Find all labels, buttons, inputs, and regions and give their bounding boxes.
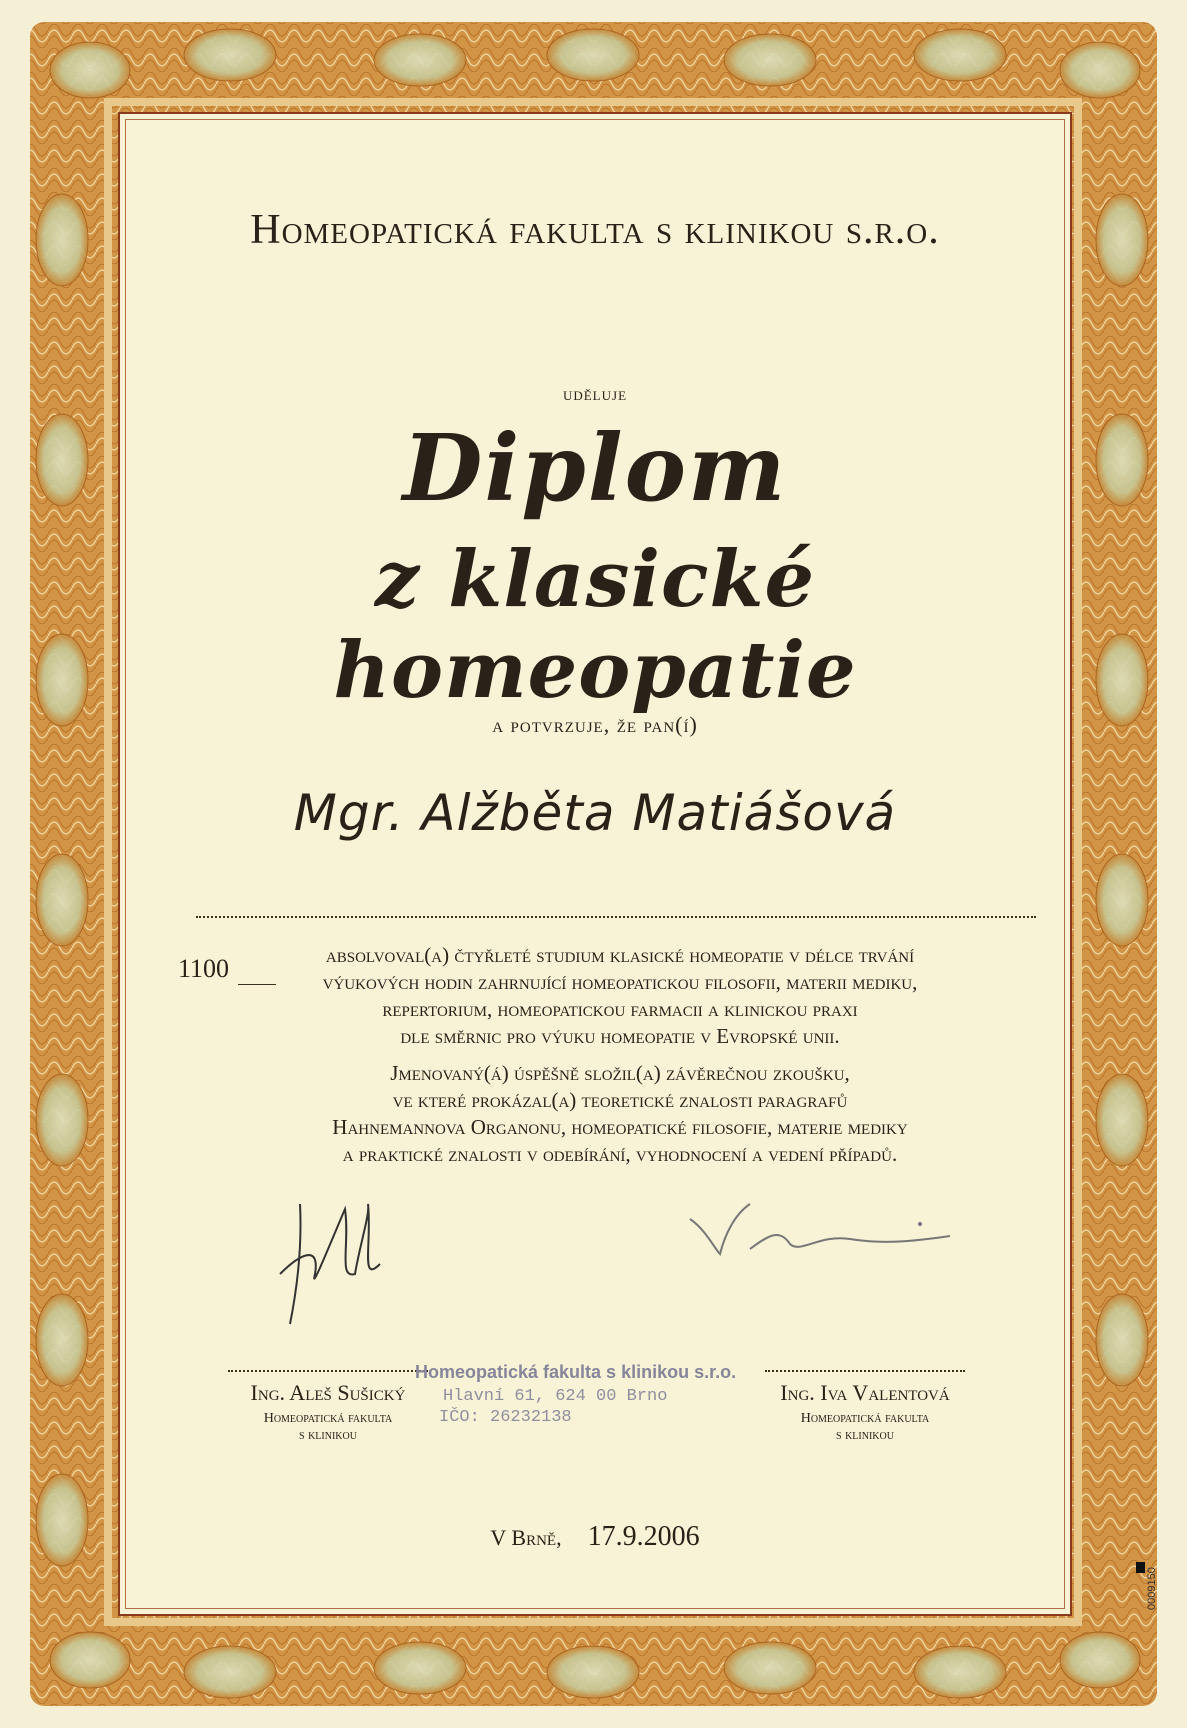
stamp-line-2: Hlavní 61, 624 00 Brno — [443, 1387, 668, 1406]
body-line: dle směrnic pro výuku homeopatie v Evropské unii. — [400, 1024, 840, 1048]
signature-line — [228, 1370, 428, 1372]
org-line: s klinikou — [836, 1428, 894, 1443]
body-line: absolvoval(a) čtyřleté studium klasické homeopatie v délce trvání — [325, 943, 915, 967]
grants-label: uděluje — [562, 384, 628, 405]
stamp-line-3: IČO: 26232138 — [439, 1408, 572, 1427]
signatory-left-name: Ing. Aleš Sušický — [250, 1380, 406, 1405]
body-line: Jmenovaný(á) úspěšně složil(a) závěrečnou zkoušku, — [390, 1061, 850, 1085]
issue-date: 17.9.2006 — [587, 1521, 700, 1552]
diploma-title: Diplom — [402, 414, 788, 522]
place-label: V Brně, — [490, 1525, 562, 1550]
confirms-label: a potvrzuje, že pan(í) — [492, 712, 698, 737]
org-line: Homeopatická fakulta — [263, 1411, 393, 1426]
diploma-subject: z klasické homeopatie — [333, 534, 857, 716]
diploma-body — [180, 942, 1060, 1178]
signatory-right-name: Ing. Iva Valentová — [780, 1380, 950, 1405]
body-line: ve které prokázal(a) teoretické znalosti paragrafů — [392, 1088, 848, 1112]
place-date — [120, 1521, 1070, 1553]
body-line: výukových hodin zahrnující homeopatickou filosofii, materii mediku, — [322, 970, 918, 994]
serial-marker — [1136, 1562, 1145, 1573]
body-line: Hahnemannova Organonu, homeopatické filosofie, materie mediky — [332, 1115, 908, 1139]
serial-number: 0009150 — [1146, 1567, 1158, 1610]
signature-line — [765, 1370, 965, 1372]
body-paragraph-2 — [180, 1060, 1060, 1168]
signature-right — [680, 1194, 960, 1274]
org-line: s klinikou — [299, 1428, 357, 1443]
institution-stamp — [415, 1362, 735, 1427]
org-line: Homeopatická fakulta — [800, 1411, 930, 1426]
dotted-separator — [196, 916, 1036, 918]
signatory-right-block — [765, 1370, 965, 1444]
study-hours-value: 1100 — [178, 954, 230, 983]
signature-left — [260, 1184, 410, 1334]
signatory-left-org — [228, 1410, 428, 1444]
signatory-left-block — [228, 1370, 428, 1444]
body-line: a praktické znalosti v odebírání, vyhodnocení a vedení případů. — [342, 1142, 898, 1166]
institution-heading: Homeopatická fakulta s klinikou s.r.o. — [250, 207, 940, 253]
body-line: repertorium, homeopatickou farmacii a klinickou praxi — [382, 997, 858, 1021]
signatory-right-org — [765, 1410, 965, 1444]
body-paragraph-1 — [180, 942, 1060, 1050]
stamp-line-1: Homeopatická fakulta s klinikou s.r.o. — [415, 1362, 737, 1382]
recipient-name: Mgr. Alžběta Matiášová — [293, 784, 897, 842]
diploma-panel — [118, 112, 1072, 1616]
